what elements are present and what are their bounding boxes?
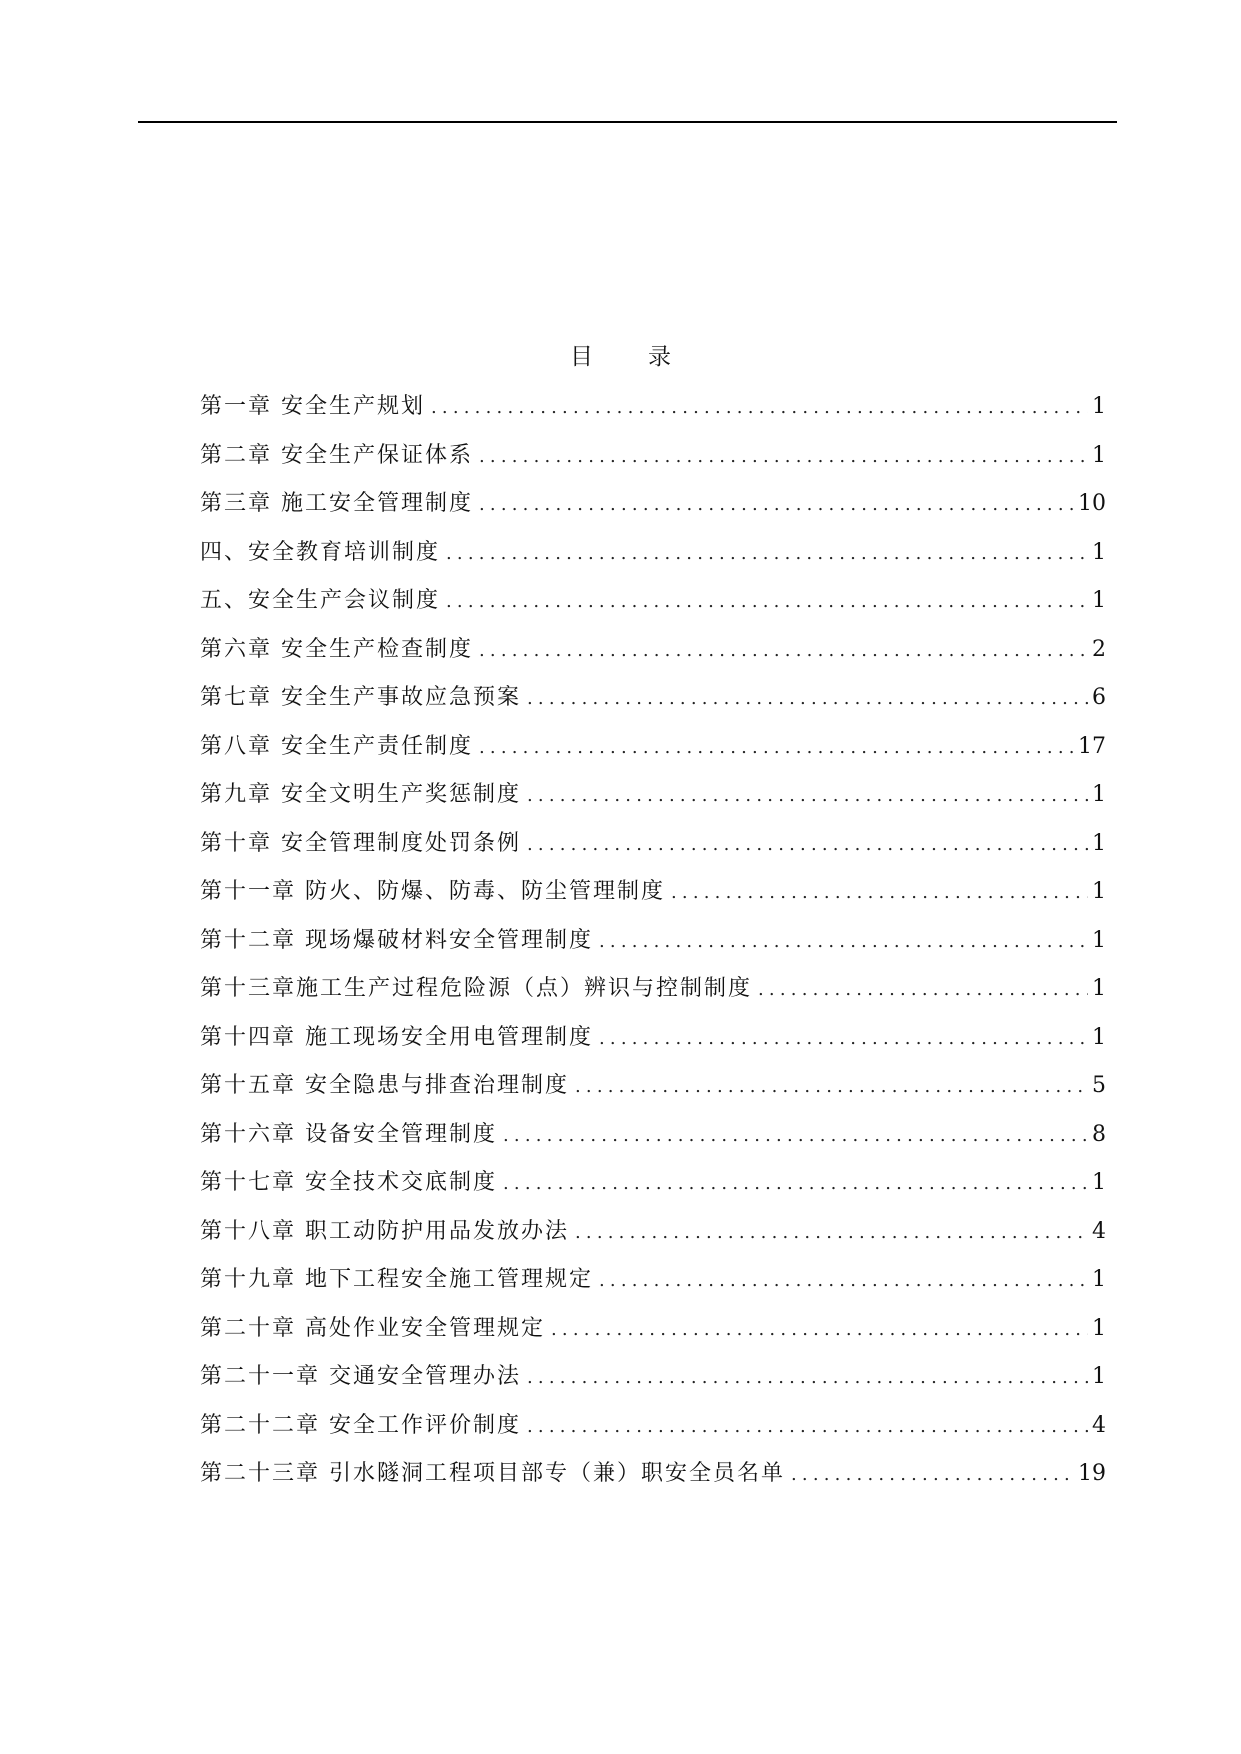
toc-entry[interactable] [200, 635, 1106, 684]
toc-entry-label: 第三章 施工安全管理制度 [200, 491, 473, 516]
toc-entry-label: 第七章 安全生产事故应急预案 [200, 685, 521, 710]
toc-entry-label: 第十七章 安全技术交底制度 [200, 1170, 497, 1195]
dot-leader [551, 1315, 1088, 1345]
toc-entry-page-number: 1 [1092, 1024, 1106, 1050]
toc-entry[interactable] [200, 1168, 1106, 1217]
dot-leader [671, 878, 1088, 908]
toc-entry-label: 五、安全生产会议制度 [200, 588, 441, 613]
toc-entry-page-number: 1 [1092, 1170, 1106, 1195]
toc-entry-label: 第十四章 施工现场安全用电管理制度 [200, 1024, 593, 1050]
toc-entry-page-number: 17 [1078, 733, 1106, 759]
toc-entry-label: 第六章 安全生产检查制度 [200, 636, 473, 662]
toc-entry-label: 第二十一章 交通安全管理办法 [200, 1364, 521, 1389]
toc-entry[interactable] [200, 732, 1106, 781]
toc-entry[interactable] [200, 1362, 1106, 1411]
dot-leader [479, 490, 1074, 520]
toc-entry[interactable] [200, 1071, 1106, 1120]
dot-leader [599, 1266, 1088, 1296]
toc-entry-page-number: 1 [1092, 539, 1106, 565]
toc-entry[interactable] [200, 441, 1106, 490]
toc-entry[interactable] [200, 1023, 1106, 1072]
toc-entry-page-number: 5 [1092, 1073, 1106, 1098]
toc-entry[interactable] [200, 586, 1106, 635]
toc-entry[interactable] [200, 829, 1106, 878]
toc-entry[interactable] [200, 489, 1106, 538]
toc-entry-label: 第十二章 现场爆破材料安全管理制度 [200, 927, 593, 953]
dot-leader [599, 1024, 1088, 1054]
toc-entry-page-number: 8 [1092, 1121, 1106, 1147]
toc-entry-page-number: 1 [1092, 976, 1106, 1001]
toc-entry[interactable] [200, 1120, 1106, 1169]
toc-entry-label: 第二十三章 引水隧洞工程项目部专（兼）职安全员名单 [200, 1461, 785, 1486]
toc-entry[interactable] [200, 392, 1106, 441]
toc-entry-label: 第九章 安全文明生产奖惩制度 [200, 782, 521, 807]
toc-entry-page-number: 1 [1092, 1364, 1106, 1389]
toc-entry[interactable] [200, 1217, 1106, 1266]
toc-entry-page-number: 1 [1092, 830, 1106, 856]
toc-entry-page-number: 1 [1092, 782, 1106, 807]
toc-entry[interactable] [200, 1265, 1106, 1314]
toc-entry-label: 第二章 安全生产保证体系 [200, 442, 473, 468]
toc-entry[interactable] [200, 877, 1106, 926]
toc-entry-label: 四、安全教育培训制度 [200, 539, 441, 565]
toc-entry-label: 第十八章 职工动防护用品发放办法 [200, 1218, 569, 1244]
dot-leader [527, 830, 1088, 860]
toc-entry[interactable] [200, 1314, 1106, 1363]
dot-leader [527, 781, 1088, 811]
dot-leader [479, 636, 1088, 666]
toc-entry-page-number: 2 [1092, 636, 1106, 662]
toc-entry-page-number: 4 [1092, 1412, 1106, 1438]
toc-entry-label: 第十六章 设备安全管理制度 [200, 1121, 497, 1147]
toc-entry-label: 第八章 安全生产责任制度 [200, 733, 473, 759]
dot-leader [599, 927, 1088, 957]
toc-entry-page-number: 10 [1078, 491, 1106, 516]
dot-leader [575, 1072, 1088, 1102]
toc-entry-label: 第十三章施工生产过程危险源（点）辨识与控制制度 [200, 976, 753, 1001]
toc-entry[interactable] [200, 974, 1106, 1023]
dot-leader [446, 539, 1088, 569]
toc-entry-label: 第十章 安全管理制度处罚条例 [200, 830, 521, 856]
toc-entry-page-number: 1 [1092, 927, 1106, 953]
toc-entry-page-number: 1 [1092, 442, 1106, 468]
toc-entry-label: 第二十章 高处作业安全管理规定 [200, 1315, 545, 1341]
toc-entry-label: 第十一章 防火、防爆、防毒、防尘管理制度 [200, 879, 665, 904]
header-rule [138, 121, 1117, 123]
dot-leader [527, 684, 1088, 714]
dot-leader [503, 1169, 1088, 1199]
dot-leader [791, 1460, 1074, 1490]
toc-entry-page-number: 4 [1092, 1218, 1106, 1244]
dot-leader [479, 442, 1088, 472]
dot-leader [503, 1121, 1088, 1151]
dot-leader [758, 975, 1088, 1005]
dot-leader [446, 587, 1088, 617]
toc-entry[interactable] [200, 538, 1106, 587]
toc-entry-page-number: 1 [1092, 879, 1106, 904]
toc-entry-label: 第二十二章 安全工作评价制度 [200, 1412, 521, 1438]
toc-entry[interactable] [200, 683, 1106, 732]
dot-leader [431, 393, 1088, 423]
toc-entry[interactable] [200, 1459, 1106, 1508]
toc-entry[interactable] [200, 926, 1106, 975]
toc-entry-page-number: 1 [1092, 1267, 1106, 1292]
toc-entry[interactable] [200, 780, 1106, 829]
toc-entry-label: 第十五章 安全隐患与排查治理制度 [200, 1073, 569, 1098]
dot-leader [527, 1412, 1088, 1442]
dot-leader [527, 1363, 1088, 1393]
toc-entry-page-number: 1 [1092, 588, 1106, 613]
toc-entry-label: 第一章 安全生产规划 [200, 394, 425, 419]
toc-entry-page-number: 1 [1092, 394, 1106, 419]
table-of-contents [200, 392, 1106, 1508]
toc-entry[interactable] [200, 1411, 1106, 1460]
toc-entry-page-number: 1 [1092, 1315, 1106, 1341]
toc-entry-page-number: 19 [1078, 1461, 1106, 1486]
dot-leader [575, 1218, 1088, 1248]
toc-entry-page-number: 6 [1092, 685, 1106, 710]
dot-leader [479, 733, 1074, 763]
toc-entry-label: 第十九章 地下工程安全施工管理规定 [200, 1267, 593, 1292]
toc-title: 目 录 [570, 344, 687, 370]
